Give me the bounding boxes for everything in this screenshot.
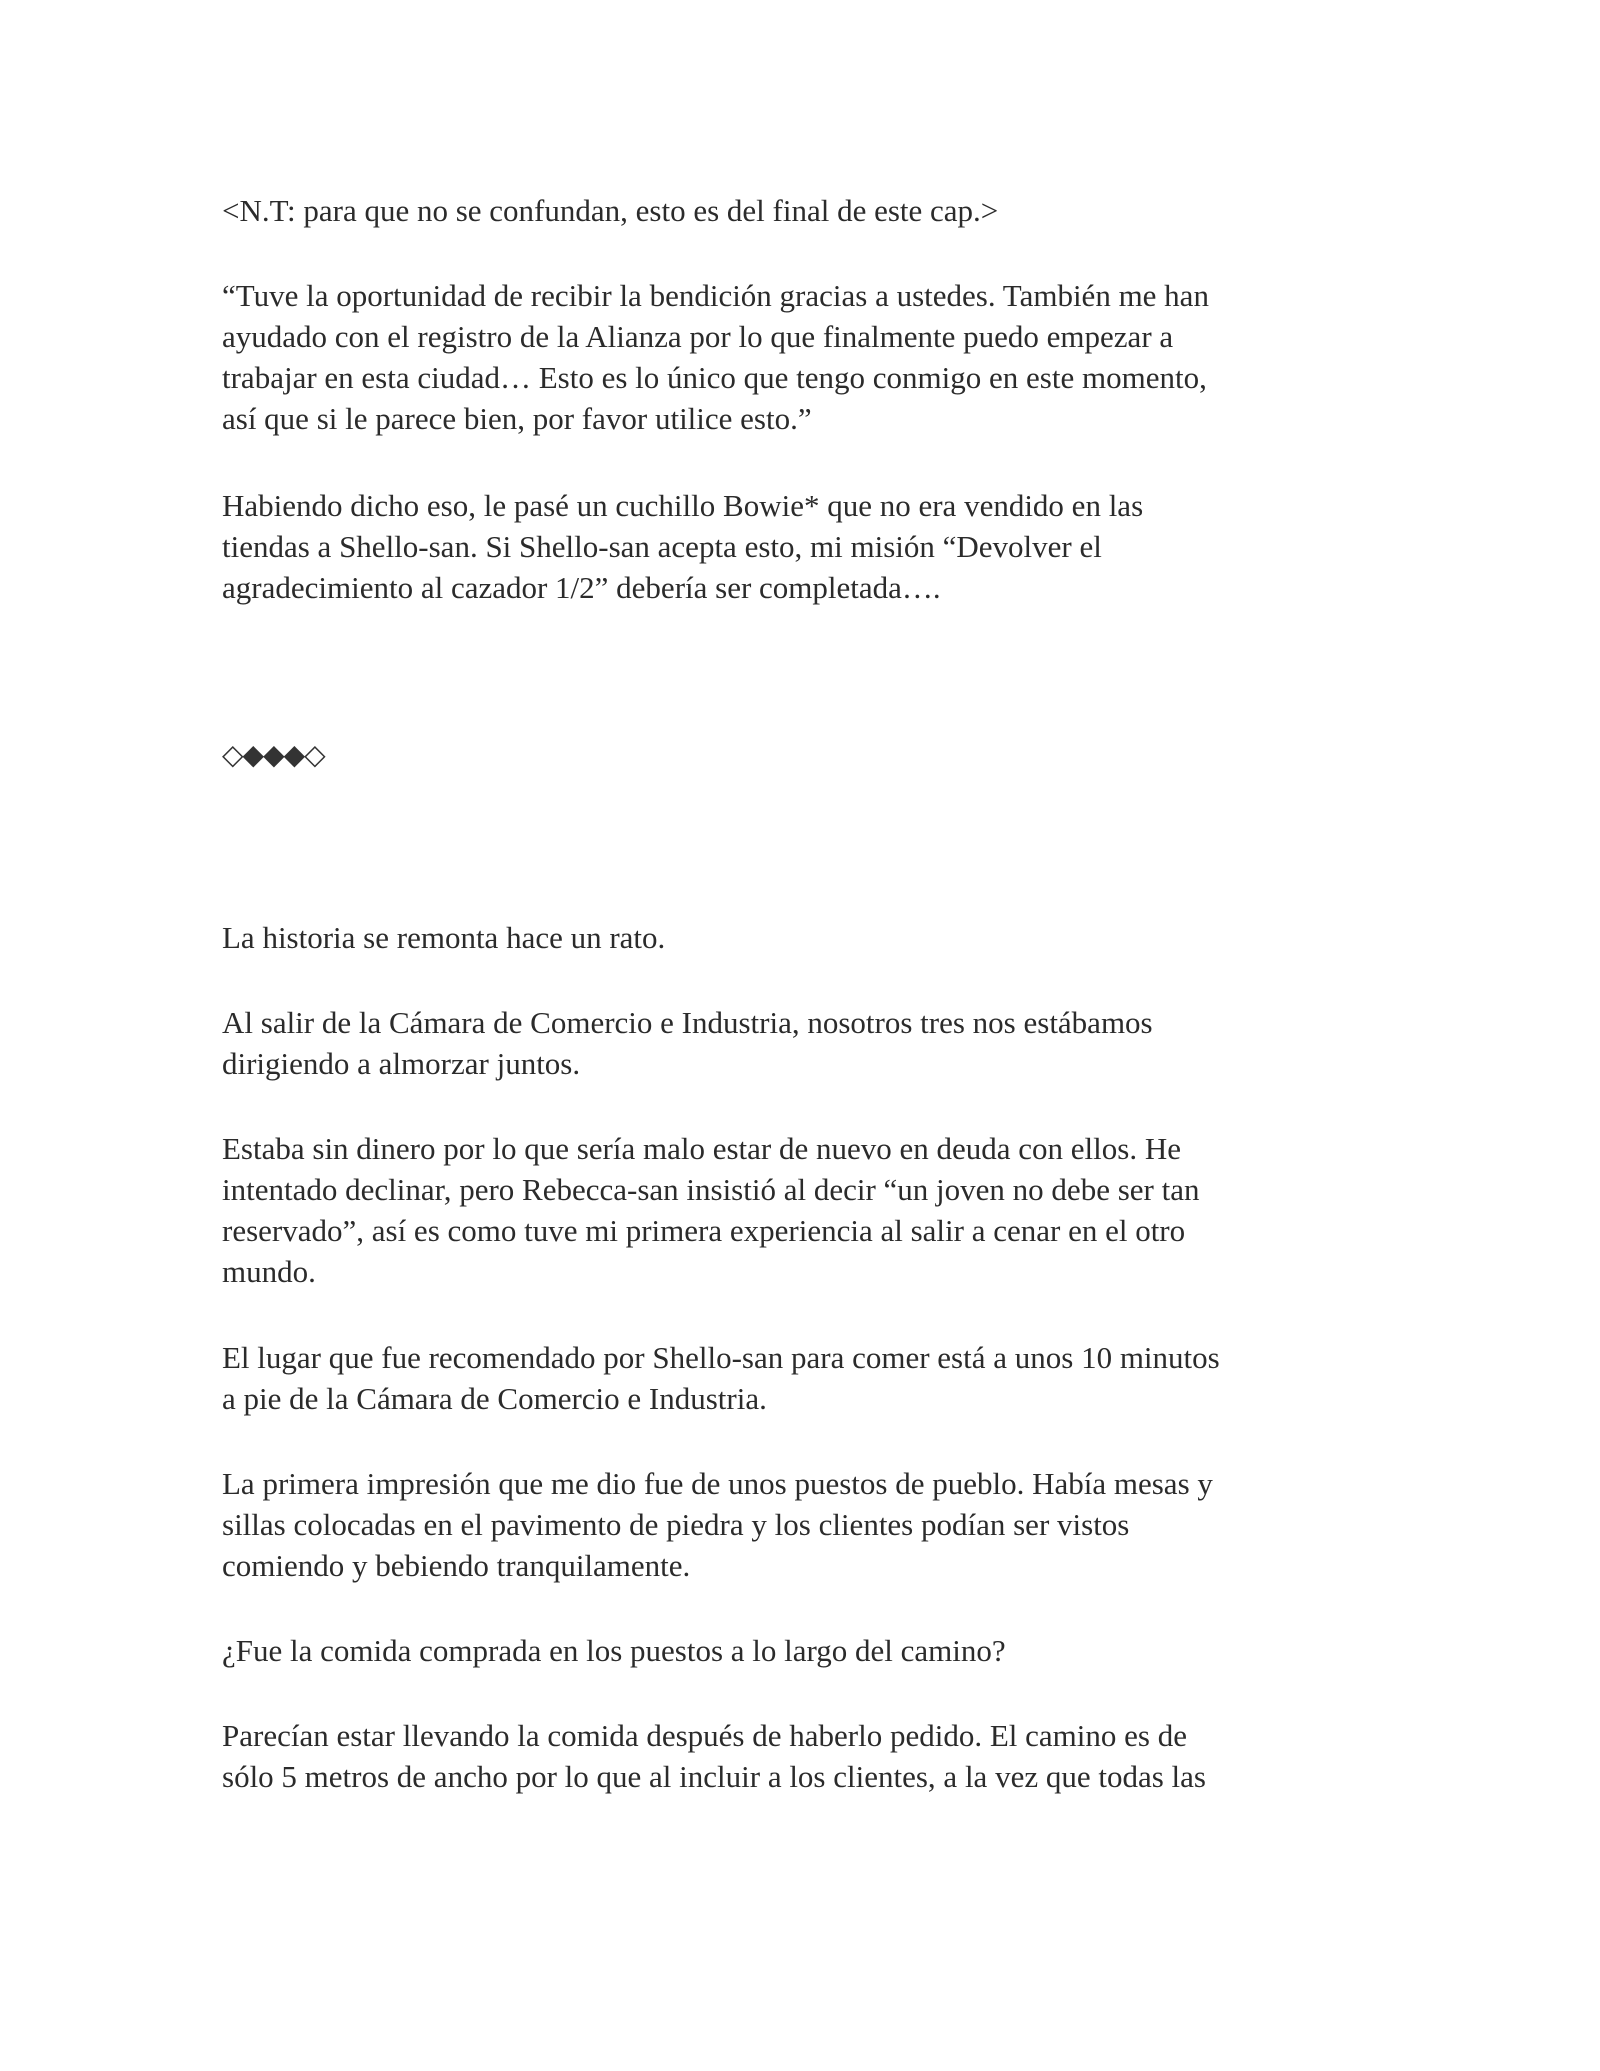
translator-note: <N.T: para que no se confundan, esto es del final de este cap.> (222, 193, 999, 228)
scene-separator: ◇◆◆◆◇ (222, 738, 325, 771)
paragraph-question: ¿Fue la comida comprada en los puestos a lo largo del camino? (222, 1633, 1006, 1668)
paragraph-first-impression: La primera impresión que me dio fue de unos puestos de pueblo. Había mesas y sillas colocadas en el pavimento de piedra y los clientes podían ser vistos comiendo y bebiendo tranquilamente. (222, 1466, 1213, 1583)
paragraph-recommended-place: El lugar que fue recomendado por Shello-san para comer está a unos 10 minutos a pie de la Cámara de Comercio e Industria. (222, 1340, 1220, 1416)
paragraph-dialogue: “Tuve la oportunidad de recibir la bendición gracias a ustedes. También me han ayudado con el registro de la Alianza por lo que finalmente puedo empezar a trabajar en esta ciudad… Esto es lo único que tengo conmigo en este momento, así que si le parece bien, por favor utilice esto.” (222, 278, 1209, 436)
paragraph-bowie-knife: Habiendo dicho eso, le pasé un cuchillo Bowie* que no era vendido en las tiendas a Shello-san. Si Shello-san acepta esto, mi misión “Devolver el agradecimiento al cazador 1/2” debería ser completada…. (222, 488, 1144, 605)
paragraph-road: Parecían estar llevando la comida después de haberlo pedido. El camino es de sólo 5 metros de ancho por lo que al incluir a los clientes, a la vez que todas las (222, 1718, 1206, 1794)
paragraph-leaving-chamber: Al salir de la Cámara de Comercio e Industria, nosotros tres nos estábamos dirigiendo a almorzar juntos. (222, 1005, 1153, 1081)
paragraph-no-money: Estaba sin dinero por lo que sería malo estar de nuevo en deuda con ellos. He intentado declinar, pero Rebecca-san insistió al decir “un joven no debe ser tan reservado”, así es como tuve mi primera experiencia al salir a cenar en el otro mundo. (222, 1131, 1200, 1289)
paragraph-flashback: La historia se remonta hace un rato. (222, 920, 666, 955)
